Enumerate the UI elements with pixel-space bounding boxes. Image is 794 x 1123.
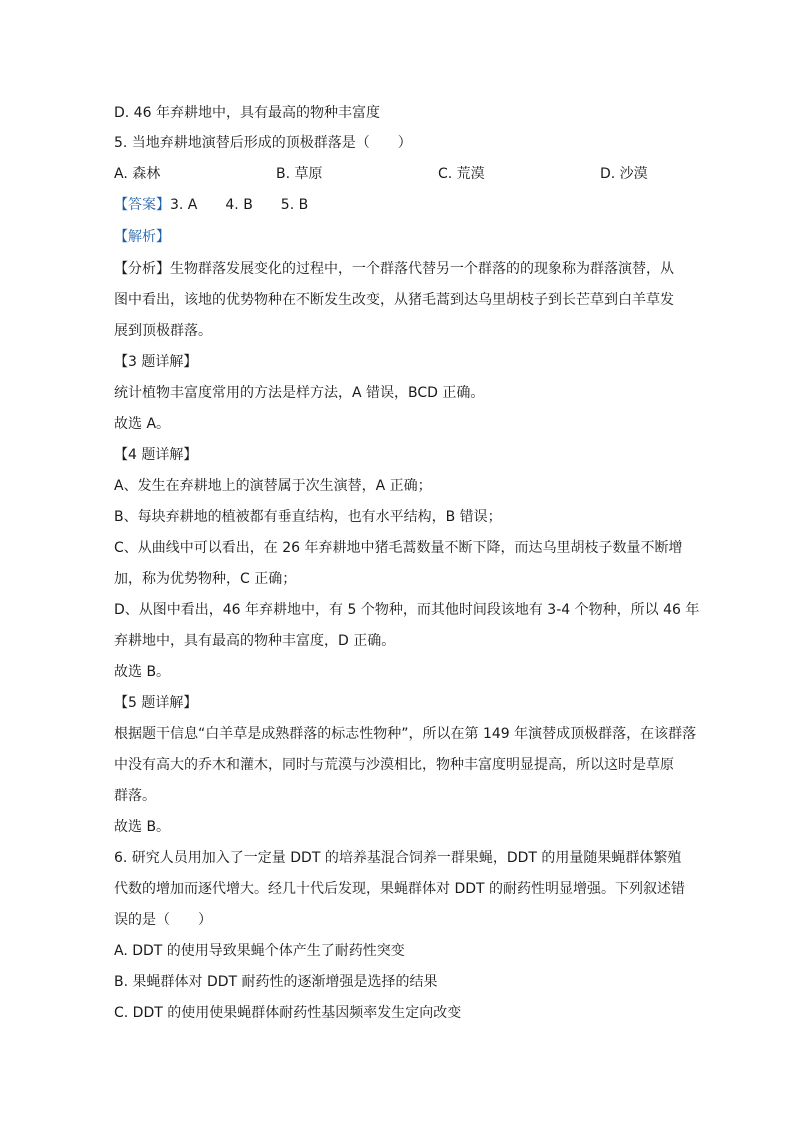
q5-option-b: B. 草原 bbox=[276, 166, 323, 182]
q5-choice: 故选 B。 bbox=[114, 819, 171, 835]
q6-option-a: A. DDT 的使用导致果蝇个体产生了耐药性突变 bbox=[114, 943, 405, 959]
q3-line-1: 统计植物丰富度常用的方法是样方法，A 错误，BCD 正确。 bbox=[114, 385, 485, 401]
answer-line bbox=[114, 196, 308, 214]
q5-explain-2: 中没有高大的乔木和灌木，同时与荒漠与沙漠相比，物种丰富度明显提高，所以这时是草原 bbox=[114, 757, 674, 773]
fenxi-line-2: 图中看出，该地的优势物种在不断发生改变，从猪毛蒿到达乌里胡枝子到长芒草到白羊草发 bbox=[114, 292, 674, 308]
q4-explain-a: A、发生在弃耕地上的演替属于次生演替，A 正确； bbox=[114, 478, 432, 494]
q4-explain-d-1: D、从图中看出，46 年弃耕地中，有 5 个物种，而其他时间段该地有 3-4 个物种，所以 46 年 bbox=[114, 602, 700, 618]
q5-option-d: D. 沙漠 bbox=[600, 166, 648, 182]
analysis-tag: 【解析】 bbox=[114, 229, 170, 245]
q3-choice: 故选 A。 bbox=[114, 416, 171, 432]
answer-text: 3. A 4. B 5. B bbox=[170, 197, 309, 213]
q5-explain-3: 群落。 bbox=[114, 788, 156, 804]
q5-stem: 5. 当地弃耕地演替后形成的顶极群落是（ ） bbox=[114, 135, 412, 151]
q4-heading: 【4 题详解】 bbox=[114, 447, 198, 463]
q4-explain-b: B、每块弃耕地的植被都有垂直结构，也有水平结构，B 错误； bbox=[114, 509, 502, 525]
q5-option-a: A. 森林 bbox=[114, 166, 161, 182]
q6-option-c: C. DDT 的使用使果蝇群体耐药性基因频率发生定向改变 bbox=[114, 1005, 462, 1021]
fenxi-line-3: 展到顶极群落。 bbox=[114, 323, 212, 339]
answer-tag: 【答案】 bbox=[114, 197, 170, 213]
q6-option-b: B. 果蝇群体对 DDT 耐药性的逐渐增强是选择的结果 bbox=[114, 974, 438, 990]
q5-heading: 【5 题详解】 bbox=[114, 695, 198, 711]
q4-option-d: D. 46 年弃耕地中，具有最高的物种丰富度 bbox=[114, 105, 380, 121]
q6-stem-1: 6. 研究人员用加入了一定量 DDT 的培养基混合饲养一群果蝇，DDT 的用量随果蝇群体繁殖 bbox=[114, 850, 682, 866]
q4-choice: 故选 B。 bbox=[114, 664, 171, 680]
q5-explain-1: 根据题干信息“白羊草是成熟群落的标志性物种”，所以在第 149 年演替成顶极群落，在该群落 bbox=[114, 726, 697, 742]
fenxi-line-1: 【分析】生物群落发展变化的过程中，一个群落代替另一个群落的的现象称为群落演替，从 bbox=[114, 261, 674, 277]
q4-explain-c-2: 加，称为优势物种，C 正确； bbox=[114, 571, 297, 587]
q6-stem-2: 代数的增加而逐代增大。经几十代后发现，果蝇群体对 DDT 的耐药性明显增强。下列叙述错 bbox=[114, 881, 686, 897]
q3-heading: 【3 题详解】 bbox=[114, 354, 198, 370]
q4-explain-c-1: C、从曲线中可以看出，在 26 年弃耕地中猪毛蒿数量不断下降，而达乌里胡枝子数量不断增 bbox=[114, 540, 683, 556]
q4-explain-d-2: 弃耕地中，具有最高的物种丰富度，D 正确。 bbox=[114, 633, 396, 649]
q6-stem-3: 误的是（ ） bbox=[114, 912, 212, 928]
q5-option-c: C. 荒漠 bbox=[438, 166, 485, 182]
